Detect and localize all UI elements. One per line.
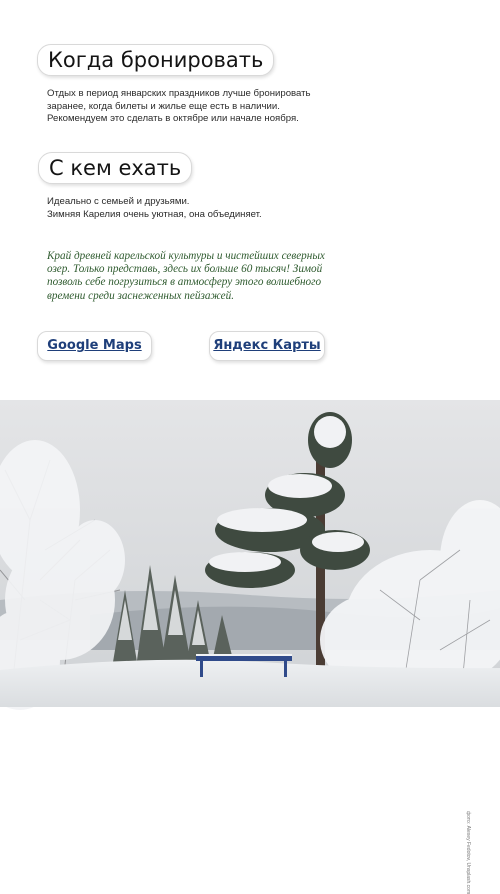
yandex-maps-link[interactable]: Яндекс Карты xyxy=(209,331,325,361)
booking-line-2: заранее, когда билеты и жилье еще есть в наличии. xyxy=(47,100,280,112)
google-maps-link[interactable]: Google Maps xyxy=(37,331,152,361)
company-line-1: Идеально с семьей и друзьями. xyxy=(47,196,190,207)
company-text xyxy=(47,196,262,221)
quote-line-1: Край древней карельской культуры и чистейших северных xyxy=(47,250,325,262)
winter-karelia-photo xyxy=(0,400,500,894)
company-line-2: Зимняя Карелия очень уютная, она объединяет. xyxy=(47,208,262,220)
quote-line-4: времени среди заснеженных пейзажей. xyxy=(47,289,235,302)
photo-credit: фото: Alexey Fedotov, Unsplash.com xyxy=(465,811,471,894)
booking-text xyxy=(47,88,311,126)
quote-line-3: позволь себе погрузиться в атмосферу этого волшебного xyxy=(47,276,322,289)
booking-line-3: Рекомендуем это сделать в октябре или начале ноября. xyxy=(47,113,299,124)
booking-line-1: Отдых в период январских праздников лучше бронировать xyxy=(47,88,311,99)
quote-line-2: озер. Только представь, здесь их больше 60 тысяч! Зимой xyxy=(47,263,323,276)
karelia-quote xyxy=(47,250,325,303)
booking-heading: Когда бронировать xyxy=(37,44,274,76)
company-heading: С кем ехать xyxy=(38,152,192,184)
